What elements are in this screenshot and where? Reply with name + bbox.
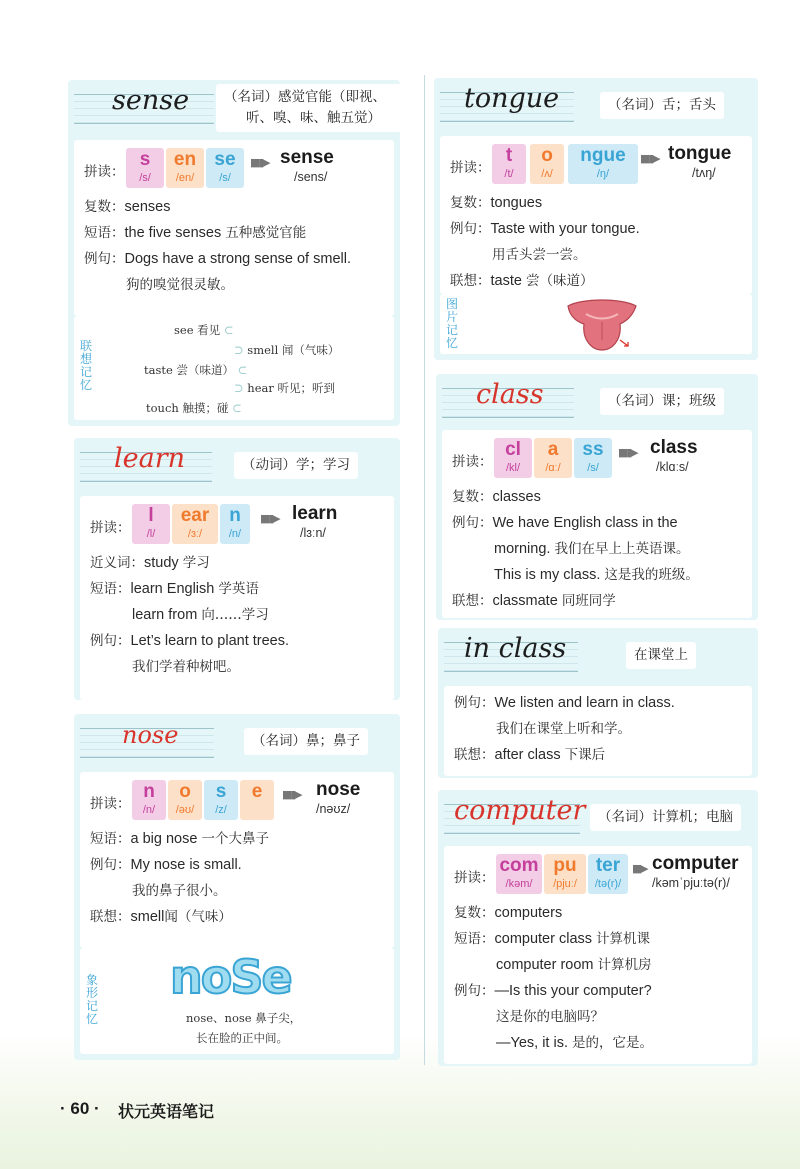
phrase-line-2 xyxy=(90,602,384,628)
syllable-ipa: /ɑː/ xyxy=(545,462,561,474)
phrase-cn: 计算机课 xyxy=(596,931,651,947)
part-of-speech: （动词）学；学习 xyxy=(234,452,358,479)
example-cn: 狗的嗅觉很灵敏。 xyxy=(126,277,234,293)
example-label: 例句： xyxy=(454,695,495,711)
example-en: My nose is small. xyxy=(130,857,242,873)
memo-tag: 图片记忆 xyxy=(446,297,459,350)
part-of-speech: （名词）舌；舌头 xyxy=(600,92,724,119)
entry-body xyxy=(444,846,752,1064)
headword: computer xyxy=(454,795,586,826)
full-word: class xyxy=(650,437,698,458)
nose-art-icon: noSe xyxy=(170,950,291,1004)
phrase-en: a big nose xyxy=(130,831,198,847)
association-cn: 尝（味道） xyxy=(525,273,594,289)
plural-line xyxy=(84,194,384,220)
example-label: 例句： xyxy=(90,633,131,649)
memo-box xyxy=(80,948,394,1054)
arrow-icon: ▮▮▮▶ xyxy=(640,153,659,165)
syllable-text: n xyxy=(143,781,155,802)
syllable-text: o xyxy=(179,781,191,802)
association-label: 联想： xyxy=(452,593,493,609)
syllable-ipa: /kəm/ xyxy=(505,878,533,890)
phrase-cn: 一个大鼻子 xyxy=(201,831,269,847)
headword: tongue xyxy=(464,83,560,114)
phrase-cn: 计算机房 xyxy=(597,957,652,973)
entry-card-learn xyxy=(74,438,400,700)
headword: learn xyxy=(114,443,186,474)
association-line xyxy=(452,588,742,614)
syllable-1 xyxy=(496,854,542,894)
memo-tag: 联想记忆 xyxy=(80,339,93,392)
syllable-text: ear xyxy=(180,505,210,526)
syllable-text: t xyxy=(505,145,513,166)
headword: nose xyxy=(122,721,179,749)
example-label: 例句： xyxy=(454,983,495,999)
memo-en: taste xyxy=(144,363,173,377)
association-cn: 下课后 xyxy=(564,747,606,763)
spelling-row xyxy=(454,850,742,900)
phrase-line xyxy=(454,926,742,952)
full-word: nose xyxy=(316,779,361,800)
spelling-label: 拼读： xyxy=(90,520,131,536)
example-en: We listen and learn in class. xyxy=(494,695,675,711)
memo-tag: 象形记忆 xyxy=(86,973,99,1026)
entry-header xyxy=(434,78,758,134)
entry-header xyxy=(74,714,400,770)
phrase-line xyxy=(84,220,384,246)
example-line xyxy=(454,690,742,716)
syllable-ipa: /s/ xyxy=(139,172,151,184)
memo-cn: 闻（气味） xyxy=(281,343,340,357)
memo-en: see xyxy=(174,323,194,337)
association-en: smell xyxy=(130,909,165,925)
plural-value: computers xyxy=(494,905,563,921)
example-label: 例句： xyxy=(450,221,491,237)
plural-label: 复数： xyxy=(454,905,495,921)
column-divider xyxy=(424,75,425,1065)
part-of-speech: （名词）鼻；鼻子 xyxy=(244,728,368,755)
arrow-icon: ▮▮▮▶ xyxy=(260,513,279,525)
example-en: We have English class in the xyxy=(492,515,678,531)
syllable-1 xyxy=(132,504,170,544)
phrase-en: computer class xyxy=(494,931,593,947)
entry-header xyxy=(74,438,400,494)
plural-line xyxy=(452,484,742,510)
association-cn: 同班同学 xyxy=(561,593,616,609)
example-line xyxy=(84,246,384,272)
association-label: 联想： xyxy=(450,273,491,289)
memo-en: hear xyxy=(247,381,274,395)
phrase-en: learn English xyxy=(130,581,215,597)
association-cn: 闻（气味） xyxy=(164,909,232,925)
memo-cn: 听见；听到 xyxy=(277,381,336,395)
example-en: morning. xyxy=(494,541,551,557)
spelling-row xyxy=(90,500,384,550)
synonym-cn: 学习 xyxy=(182,555,210,571)
spelling-label: 拼读： xyxy=(452,454,493,470)
example-line-3 xyxy=(452,562,742,588)
full-ipa: /sens/ xyxy=(294,170,328,184)
phrase-cn: 学英语 xyxy=(218,581,259,597)
plural-value: tongues xyxy=(490,195,543,211)
syllable-3 xyxy=(204,780,238,820)
syllable-text: o xyxy=(541,145,553,166)
syllable-ipa: /ʌ/ xyxy=(541,168,553,180)
spelling-row xyxy=(90,776,384,826)
example-line xyxy=(450,216,742,242)
syllable-text: ter xyxy=(595,855,621,876)
syllable-2 xyxy=(530,144,564,184)
spelling-label: 拼读： xyxy=(84,164,125,180)
example-en: Let’s learn to plant trees. xyxy=(130,633,290,649)
plural-label: 复数： xyxy=(452,489,493,505)
association-en: taste xyxy=(490,273,522,289)
entry-body xyxy=(80,496,394,700)
arrow-icon: ▮▮▮▶ xyxy=(618,447,637,459)
entry-card-class xyxy=(436,374,758,620)
syllable-text: cl xyxy=(505,439,521,460)
spelling-row xyxy=(84,144,384,194)
full-ipa: /tʌŋ/ xyxy=(692,166,716,180)
spelling-row xyxy=(450,140,742,190)
part-of-speech: 在课堂上 xyxy=(626,642,696,669)
example-line xyxy=(452,510,742,536)
syllable-text: en xyxy=(173,149,197,170)
syllable-text: s xyxy=(215,781,227,802)
entry-card-in-class xyxy=(438,628,758,778)
association-en: after class xyxy=(494,747,561,763)
arrow-icon: ▮▮▮▶ xyxy=(250,157,269,169)
syllable-ipa: /en/ xyxy=(175,172,195,184)
syllable-text: e xyxy=(251,781,263,802)
syllable-2 xyxy=(172,504,218,544)
plural-value: classes xyxy=(492,489,541,505)
syllable-text: ss xyxy=(582,439,604,460)
syllable-ipa: /s/ xyxy=(587,462,599,474)
example-en: —Yes, it is. xyxy=(496,1035,568,1051)
entry-header xyxy=(436,374,758,430)
entry-body xyxy=(440,136,752,294)
memo-box xyxy=(440,294,752,354)
entry-card-tongue xyxy=(434,78,758,360)
phrase-en: computer room xyxy=(496,957,594,973)
syllable-text: ngue xyxy=(580,145,626,166)
association-line xyxy=(454,742,742,768)
phrase-line-2 xyxy=(454,952,742,978)
syllable-3 xyxy=(206,148,244,188)
headword: sense xyxy=(112,85,190,116)
example-en: This is my class. xyxy=(494,567,601,583)
example-cn: 是的，它是。 xyxy=(572,1035,654,1051)
syllable-1 xyxy=(494,438,532,478)
example-cn: 这是我的班级。 xyxy=(604,567,699,583)
entry-body xyxy=(444,686,752,776)
example-label: 例句： xyxy=(84,251,125,267)
example-en: Dogs have a strong sense of smell. xyxy=(124,251,351,267)
full-ipa: /lɜːn/ xyxy=(300,526,326,540)
syllable-ipa: /n/ xyxy=(142,804,156,816)
memo-cn: 触摸；碰 xyxy=(182,401,229,415)
memo-item: ⊃ hear 听见；听到 xyxy=(234,381,336,395)
memo-en: smell xyxy=(247,343,279,357)
spelling-label: 拼读： xyxy=(90,796,131,812)
example-line xyxy=(90,852,384,878)
phrase-cn: 向……学习 xyxy=(201,607,269,623)
phrase-en: the five senses xyxy=(124,225,222,241)
syllable-1 xyxy=(492,144,526,184)
association-en: classmate xyxy=(492,593,558,609)
syllable-text: se xyxy=(214,149,236,170)
part-of-speech xyxy=(216,84,404,132)
entry-body xyxy=(80,772,394,948)
syllable-text: pu xyxy=(553,855,577,876)
syllable-text: com xyxy=(499,855,539,876)
entry-header xyxy=(438,628,758,684)
entry-header xyxy=(438,790,758,846)
example-cn: 我们学着种树吧。 xyxy=(132,659,240,675)
example-label: 例句： xyxy=(452,515,493,531)
syllable-1 xyxy=(132,780,166,820)
full-ipa: /klɑːs/ xyxy=(656,460,689,474)
syllable-ipa: /əʊ/ xyxy=(175,804,195,816)
full-word: computer xyxy=(652,853,739,874)
example-line-2 xyxy=(454,1030,742,1056)
entry-card-computer xyxy=(438,790,758,1066)
syllable-ipa: /s/ xyxy=(219,172,231,184)
plural-label: 复数： xyxy=(450,195,491,211)
example-cn: 我的鼻子很小。 xyxy=(132,883,227,899)
association-label: 联想： xyxy=(90,909,131,925)
memo-item: ⊃ smell 闻（气味） xyxy=(234,343,340,357)
entry-body xyxy=(74,140,394,316)
syllable-ipa: /ŋ/ xyxy=(596,168,610,180)
association-label: 联想： xyxy=(454,747,495,763)
syllable-4 xyxy=(240,780,274,820)
syllable-ipa: /t/ xyxy=(504,168,514,180)
memo-box xyxy=(74,316,394,420)
full-word: tongue xyxy=(668,143,732,164)
entry-header xyxy=(68,80,400,136)
synonym-en: study xyxy=(144,555,179,571)
memo-line-1: nose、nose 鼻子尖， xyxy=(186,1011,302,1025)
pos-line-1: （名词）感觉官能（即视、 xyxy=(224,89,386,105)
syllable-3 xyxy=(568,144,638,184)
example-line xyxy=(90,628,384,654)
page-number: · 60 · xyxy=(60,1099,100,1118)
full-word: sense xyxy=(280,147,334,168)
syllable-ipa: /tə(r)/ xyxy=(594,878,622,890)
entry-card-nose xyxy=(74,714,400,1060)
syllable-text: a xyxy=(547,439,559,460)
syllable-ipa: /l/ xyxy=(146,528,156,540)
full-ipa: /kəmˈpjuːtə(r)/ xyxy=(652,876,730,890)
syllable-text: l xyxy=(148,505,154,526)
phrase-en: learn from xyxy=(132,607,198,623)
full-ipa: /nəʊz/ xyxy=(316,802,351,816)
phrase-cn: 五种感觉官能 xyxy=(225,225,307,241)
spelling-label: 拼读： xyxy=(450,160,491,176)
plural-line xyxy=(454,900,742,926)
phrase-label: 短语： xyxy=(454,931,495,947)
syllable-text: n xyxy=(229,505,241,526)
memo-en: touch xyxy=(146,401,179,415)
memo-cn: 看见 xyxy=(197,323,221,337)
phrase-label: 短语： xyxy=(90,581,131,597)
full-word: learn xyxy=(292,503,338,524)
memo-cn: 尝（味道） xyxy=(176,363,234,377)
association-line xyxy=(450,268,742,294)
syllable-2 xyxy=(166,148,204,188)
syllable-ipa: /kl/ xyxy=(505,462,521,474)
part-of-speech: （名词）课；班级 xyxy=(600,388,724,415)
spelling-label: 拼读： xyxy=(454,870,495,886)
plural-value: senses xyxy=(124,199,171,215)
example-line xyxy=(454,978,742,1004)
memo-item: touch 触摸；碰 ⊂ xyxy=(146,401,242,415)
example-cn: 我们在早上上英语课。 xyxy=(554,541,690,557)
syllable-3 xyxy=(588,854,628,894)
phrase-label: 短语： xyxy=(84,225,125,241)
association-line xyxy=(90,904,384,930)
syllable-ipa: /pjuː/ xyxy=(553,878,577,890)
syllable-2 xyxy=(168,780,202,820)
synonym-label: 近义词： xyxy=(90,555,144,571)
phrase-line xyxy=(90,576,384,602)
tongue-picture-icon xyxy=(562,296,642,352)
plural-label: 复数： xyxy=(84,199,125,215)
arrow-icon: ▮▮▶ xyxy=(632,863,647,875)
entry-body xyxy=(442,430,752,618)
plural-line xyxy=(450,190,742,216)
pos-line-2: 听、嗅、味、触五觉） xyxy=(246,110,381,126)
syllable-ipa: /n/ xyxy=(228,528,242,540)
example-line-2 xyxy=(452,536,742,562)
example-label: 例句： xyxy=(90,857,131,873)
syllable-ipa: /ɜː/ xyxy=(187,528,203,540)
phrase-label: 短语： xyxy=(90,831,131,847)
arrow-icon: ▮▮▮▶ xyxy=(282,789,301,801)
example-cn: 这是你的电脑吗？ xyxy=(496,1009,604,1025)
example-en: Taste with your tongue. xyxy=(490,221,640,237)
headword: class xyxy=(476,379,544,410)
spelling-row xyxy=(452,434,742,484)
example-en: —Is this your computer? xyxy=(494,983,652,999)
syllable-2 xyxy=(544,854,586,894)
part-of-speech: （名词）计算机；电脑 xyxy=(590,804,741,831)
example-cn: 用舌头尝一尝。 xyxy=(492,247,587,263)
syllable-1 xyxy=(126,148,164,188)
headword: in class xyxy=(464,633,567,664)
book-title: 状元英语笔记 xyxy=(118,1104,215,1121)
memo-item: taste 尝（味道） ⊂ xyxy=(144,363,248,377)
phrase-line xyxy=(90,826,384,852)
syllable-3 xyxy=(574,438,612,478)
memo-item: see 看见 ⊂ xyxy=(174,323,234,337)
syllable-text: s xyxy=(139,149,151,170)
syllable-3 xyxy=(220,504,250,544)
syllable-2 xyxy=(534,438,572,478)
entry-card-sense xyxy=(68,80,400,426)
memo-line-2: 长在脸的正中间。 xyxy=(196,1031,288,1045)
synonym-line xyxy=(90,550,384,576)
example-cn: 我们在课堂上听和学。 xyxy=(496,721,631,737)
syllable-ipa: /z/ xyxy=(215,804,227,816)
